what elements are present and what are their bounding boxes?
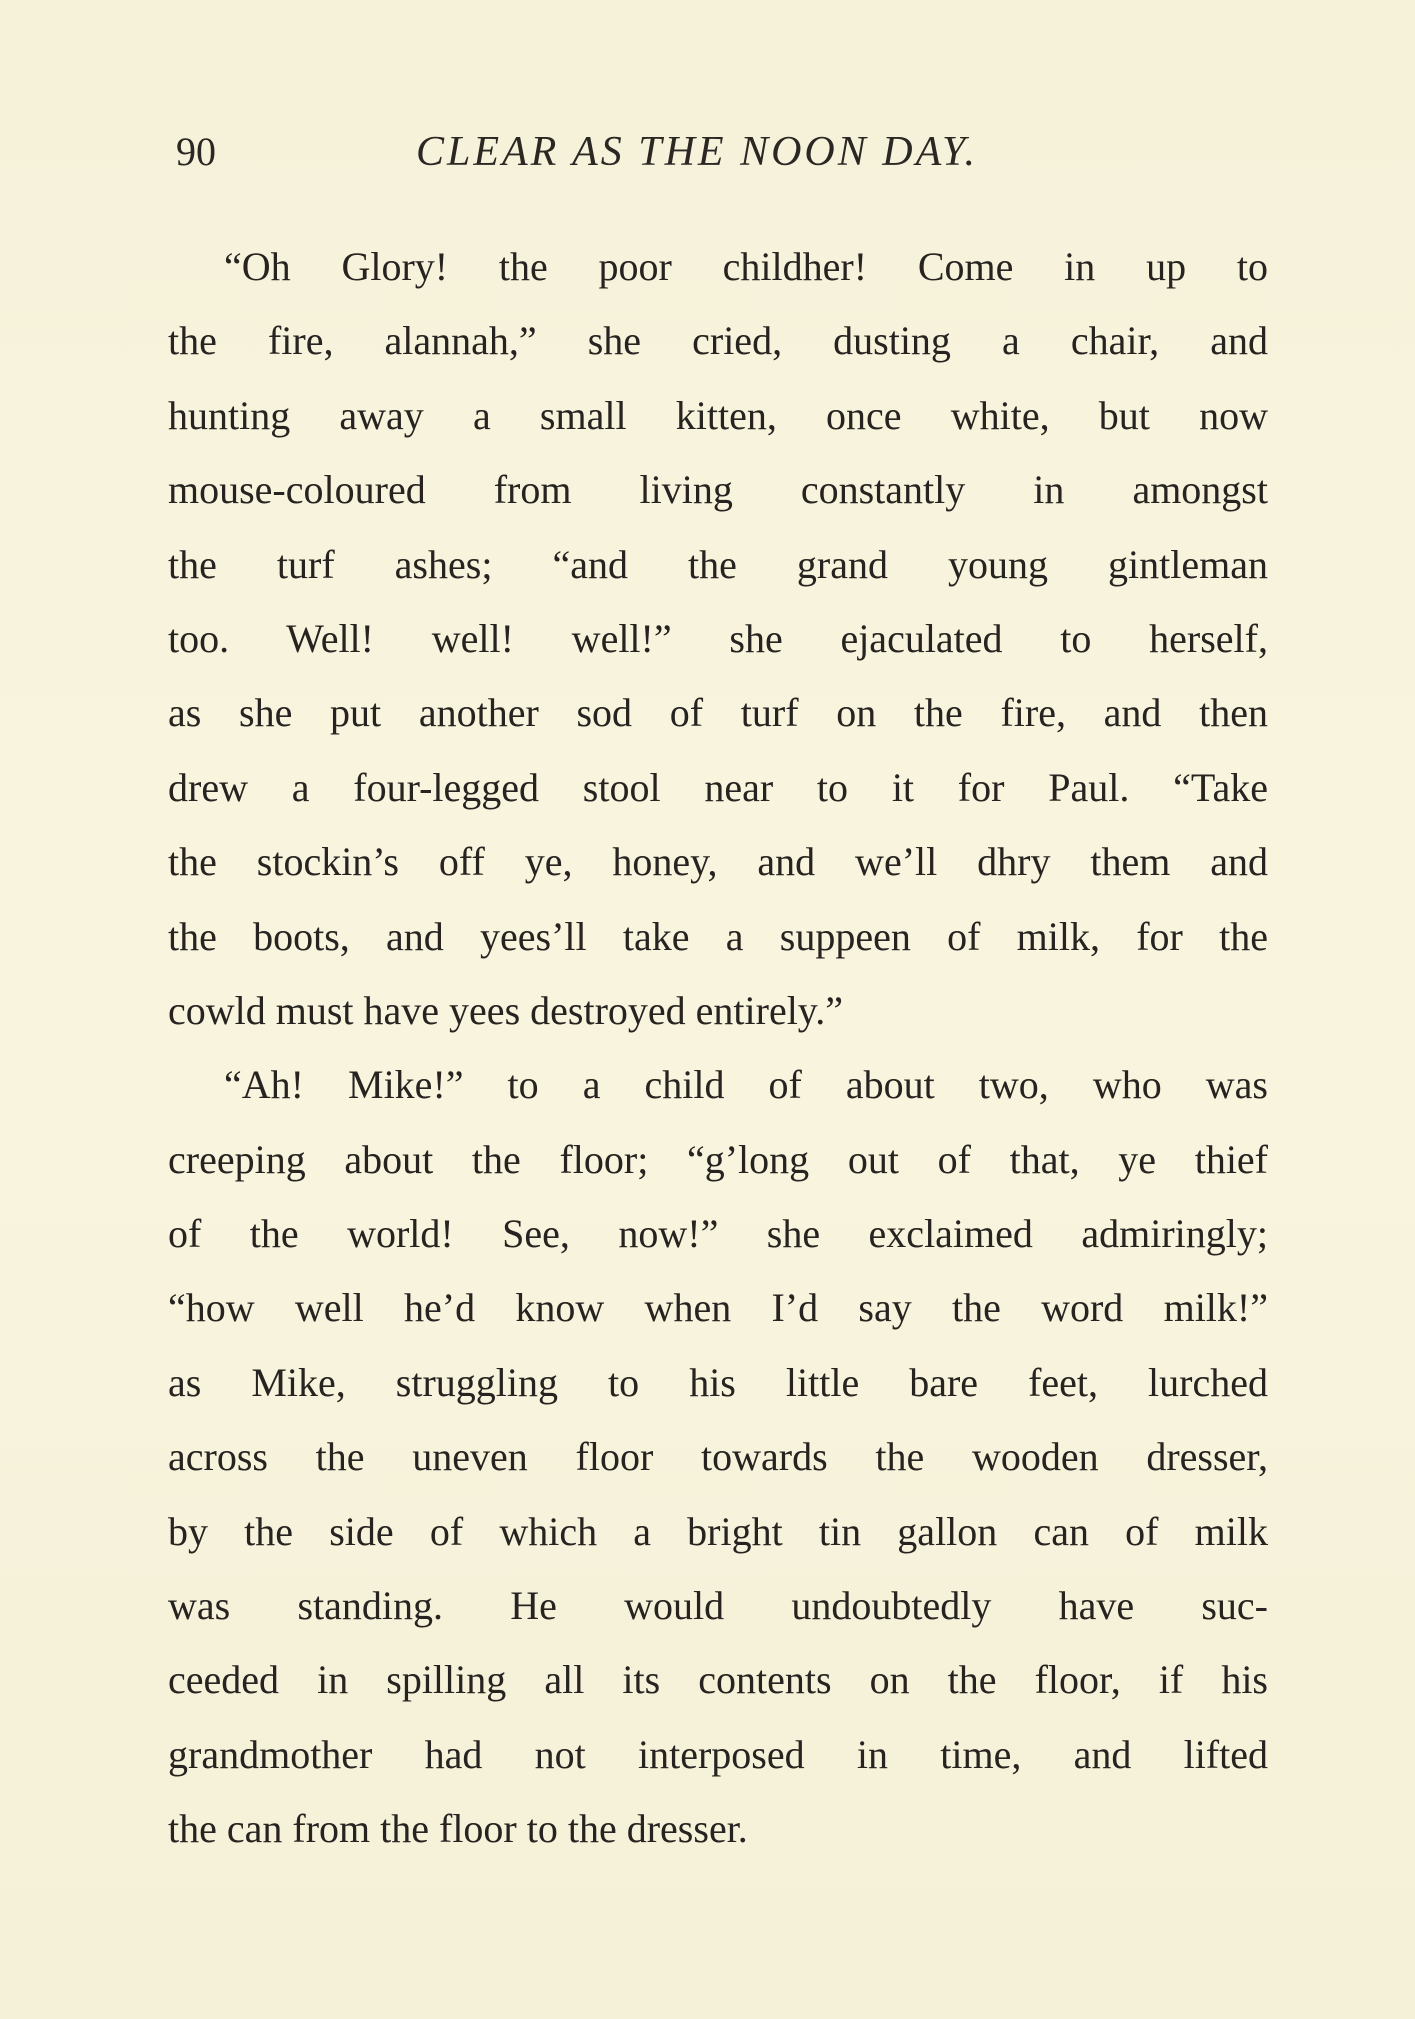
- text-line: creeping about the floor; “g’long out of that, ye thief: [168, 1136, 1268, 1182]
- text-line: the fire, alannah,” she cried, dusting a chair, and: [168, 318, 1268, 364]
- text-line: the stockin’s off ye, honey, and we’ll dhry them and: [168, 839, 1268, 885]
- text-line: hunting away a small kitten, once white, but now: [168, 392, 1268, 438]
- text-line: across the uneven floor towards the wooden dresser,: [168, 1434, 1268, 1480]
- text-line: drew a four-legged stool near to it for Paul. “Take: [168, 764, 1268, 810]
- text-line: the can from the floor to the dresser.: [168, 1806, 748, 1852]
- text-line: too. Well! well! well!” she ejaculated to herself,: [168, 615, 1268, 661]
- text-line: “how well he’d know when I’d say the word milk!”: [168, 1285, 1268, 1331]
- page-number: 90: [176, 129, 216, 174]
- text-line: cowld must have yees destroyed entirely.”: [168, 987, 843, 1033]
- text-line: the turf ashes; “and the grand young gintleman: [168, 541, 1268, 587]
- text-line: of the world! See, now!” she exclaimed admiringly;: [168, 1211, 1268, 1257]
- text-line: was standing. He would undoubtedly have suc-: [168, 1583, 1268, 1629]
- running-head: CLEAR AS THE NOON DAY.: [416, 129, 978, 175]
- text-line: by the side of which a bright tin gallon can of milk: [168, 1508, 1268, 1554]
- text-line: grandmother had not interposed in time, and lifted: [168, 1731, 1268, 1777]
- text-line: as Mike, struggling to his little bare feet, lurched: [168, 1359, 1268, 1405]
- text-line: the boots, and yees’ll take a suppeen of milk, for the: [168, 913, 1268, 959]
- body-text: [168, 230, 1268, 1867]
- text-line: ceeded in spilling all its contents on the floor, if his: [168, 1657, 1268, 1703]
- text-line: as she put another sod of turf on the fire, and then: [168, 690, 1268, 736]
- text-line: “Oh Glory! the poor childher! Come in up to: [224, 244, 1268, 289]
- text-line: mouse-coloured from living constantly in amongst: [168, 467, 1268, 513]
- text-line: “Ah! Mike!” to a child of about two, who was: [224, 1062, 1268, 1108]
